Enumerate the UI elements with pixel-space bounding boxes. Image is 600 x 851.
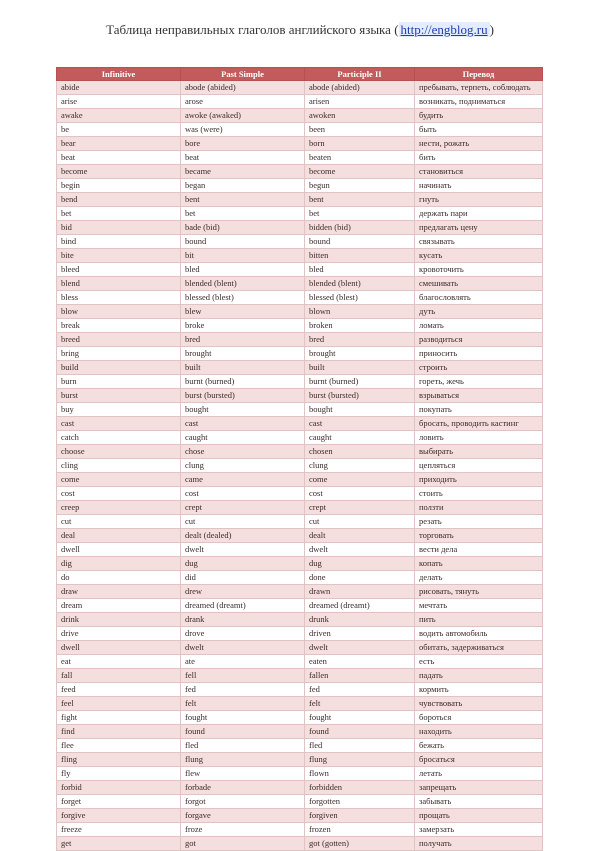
infinitive-cell: abide <box>57 81 181 95</box>
infinitive-cell: forget <box>57 795 181 809</box>
infinitive-cell: drink <box>57 613 181 627</box>
participle-cell: bet <box>305 207 415 221</box>
infinitive-cell: forbid <box>57 781 181 795</box>
past-simple-cell: built <box>181 361 305 375</box>
participle-cell: burnt (burned) <box>305 375 415 389</box>
participle-cell: crept <box>305 501 415 515</box>
table-row <box>57 179 543 193</box>
table-row <box>57 347 543 361</box>
past-simple-cell: fell <box>181 669 305 683</box>
past-simple-cell: dealt (dealed) <box>181 529 305 543</box>
infinitive-cell: fly <box>57 767 181 781</box>
table-row <box>57 389 543 403</box>
participle-cell: clung <box>305 459 415 473</box>
participle-cell: cut <box>305 515 415 529</box>
infinitive-cell: arise <box>57 95 181 109</box>
participle-cell: drawn <box>305 585 415 599</box>
table-row <box>57 207 543 221</box>
participle-cell: forbidden <box>305 781 415 795</box>
past-simple-cell: did <box>181 571 305 585</box>
infinitive-cell: forgive <box>57 809 181 823</box>
past-simple-cell: broke <box>181 319 305 333</box>
infinitive-cell: burst <box>57 389 181 403</box>
past-simple-cell: burnt (burned) <box>181 375 305 389</box>
infinitive-cell: feel <box>57 697 181 711</box>
table-body <box>57 81 543 851</box>
translation-cell: ловить <box>415 431 543 445</box>
infinitive-cell: get <box>57 837 181 851</box>
table-row <box>57 473 543 487</box>
past-simple-cell: dug <box>181 557 305 571</box>
table-row <box>57 599 543 613</box>
participle-cell: cast <box>305 417 415 431</box>
past-simple-cell: bled <box>181 263 305 277</box>
table-row <box>57 655 543 669</box>
irregular-verbs-table <box>56 67 543 851</box>
participle-cell: eaten <box>305 655 415 669</box>
table-row <box>57 669 543 683</box>
participle-cell: blended (blent) <box>305 277 415 291</box>
past-simple-cell: bade (bid) <box>181 221 305 235</box>
translation-cell: гнуть <box>415 193 543 207</box>
translation-cell: находить <box>415 725 543 739</box>
past-simple-cell: dwelt <box>181 543 305 557</box>
past-simple-cell: felt <box>181 697 305 711</box>
table-row <box>57 431 543 445</box>
infinitive-cell: dream <box>57 599 181 613</box>
translation-cell: кормить <box>415 683 543 697</box>
translation-cell: прощать <box>415 809 543 823</box>
participle-cell: born <box>305 137 415 151</box>
translation-cell: нести, рожать <box>415 137 543 151</box>
participle-cell: found <box>305 725 415 739</box>
participle-cell: drunk <box>305 613 415 627</box>
infinitive-cell: beat <box>57 151 181 165</box>
past-simple-cell: was (were) <box>181 123 305 137</box>
past-simple-cell: drove <box>181 627 305 641</box>
column-header-translation: Перевод <box>415 68 543 81</box>
page-title: Таблица неправильных глаголов английского языка ( http://engblog.ru ) <box>106 22 494 37</box>
translation-cell: предлагать цену <box>415 221 543 235</box>
translation-cell: резать <box>415 515 543 529</box>
table-row <box>57 319 543 333</box>
translation-cell: есть <box>415 655 543 669</box>
translation-cell: падать <box>415 669 543 683</box>
participle-cell: fled <box>305 739 415 753</box>
past-simple-cell: drew <box>181 585 305 599</box>
table-row <box>57 795 543 809</box>
past-simple-cell: flung <box>181 753 305 767</box>
past-simple-cell: froze <box>181 823 305 837</box>
past-simple-cell: caught <box>181 431 305 445</box>
translation-cell: разводиться <box>415 333 543 347</box>
table-row <box>57 487 543 501</box>
translation-cell: пребывать, терпеть, соблюдать <box>415 81 543 95</box>
past-simple-cell: clung <box>181 459 305 473</box>
translation-cell: запрещать <box>415 781 543 795</box>
translation-cell: бороться <box>415 711 543 725</box>
translation-cell: смешивать <box>415 277 543 291</box>
infinitive-cell: bear <box>57 137 181 151</box>
table-row <box>57 711 543 725</box>
participle-cell: come <box>305 473 415 487</box>
translation-cell: быть <box>415 123 543 137</box>
participle-cell: dwelt <box>305 641 415 655</box>
infinitive-cell: catch <box>57 431 181 445</box>
translation-cell: возникать, подниматься <box>415 95 543 109</box>
translation-cell: ломать <box>415 319 543 333</box>
translation-cell: бросать, проводить кастинг <box>415 417 543 431</box>
infinitive-cell: do <box>57 571 181 585</box>
infinitive-cell: dig <box>57 557 181 571</box>
table-row <box>57 725 543 739</box>
past-simple-cell: drank <box>181 613 305 627</box>
past-simple-cell: got <box>181 837 305 851</box>
participle-cell: blown <box>305 305 415 319</box>
table-row <box>57 95 543 109</box>
participle-cell: bled <box>305 263 415 277</box>
past-simple-cell: fled <box>181 739 305 753</box>
translation-cell: будить <box>415 109 543 123</box>
translation-cell: связывать <box>415 235 543 249</box>
past-simple-cell: ate <box>181 655 305 669</box>
infinitive-cell: build <box>57 361 181 375</box>
translation-cell: чувствовать <box>415 697 543 711</box>
translation-cell: приходить <box>415 473 543 487</box>
participle-cell: fought <box>305 711 415 725</box>
table-row <box>57 165 543 179</box>
infinitive-cell: bend <box>57 193 181 207</box>
infinitive-cell: draw <box>57 585 181 599</box>
table-row <box>57 753 543 767</box>
table-row <box>57 613 543 627</box>
participle-cell: dealt <box>305 529 415 543</box>
translation-cell: рисовать, тянуть <box>415 585 543 599</box>
table-row <box>57 683 543 697</box>
translation-cell: выбирать <box>415 445 543 459</box>
translation-cell: летать <box>415 767 543 781</box>
translation-cell: начинать <box>415 179 543 193</box>
table-row <box>57 585 543 599</box>
participle-cell: become <box>305 165 415 179</box>
column-header-infinitive: Infinitive <box>57 68 181 81</box>
translation-cell: стоить <box>415 487 543 501</box>
column-header-past-simple: Past Simple <box>181 68 305 81</box>
infinitive-cell: blow <box>57 305 181 319</box>
table-row <box>57 305 543 319</box>
participle-cell: fed <box>305 683 415 697</box>
table-row <box>57 515 543 529</box>
past-simple-cell: bound <box>181 235 305 249</box>
participle-cell: chosen <box>305 445 415 459</box>
table-row <box>57 137 543 151</box>
past-simple-cell: arose <box>181 95 305 109</box>
infinitive-cell: become <box>57 165 181 179</box>
past-simple-cell: fed <box>181 683 305 697</box>
translation-cell: держать пари <box>415 207 543 221</box>
table-row <box>57 123 543 137</box>
table-row <box>57 739 543 753</box>
participle-cell: bred <box>305 333 415 347</box>
past-simple-cell: began <box>181 179 305 193</box>
translation-cell: мечтать <box>415 599 543 613</box>
translation-cell: кровоточить <box>415 263 543 277</box>
infinitive-cell: cling <box>57 459 181 473</box>
infinitive-cell: bless <box>57 291 181 305</box>
infinitive-cell: find <box>57 725 181 739</box>
participle-cell: done <box>305 571 415 585</box>
table-row <box>57 767 543 781</box>
translation-cell: становиться <box>415 165 543 179</box>
past-simple-cell: cost <box>181 487 305 501</box>
past-simple-cell: dwelt <box>181 641 305 655</box>
table-row <box>57 809 543 823</box>
translation-cell: торговать <box>415 529 543 543</box>
infinitive-cell: cut <box>57 515 181 529</box>
participle-cell: bought <box>305 403 415 417</box>
table-row <box>57 501 543 515</box>
past-simple-cell: blended (blent) <box>181 277 305 291</box>
participle-cell: dwelt <box>305 543 415 557</box>
past-simple-cell: bit <box>181 249 305 263</box>
translation-cell: дуть <box>415 305 543 319</box>
infinitive-cell: cost <box>57 487 181 501</box>
table-header-row <box>57 68 543 81</box>
past-simple-cell: bred <box>181 333 305 347</box>
translation-cell: бросаться <box>415 753 543 767</box>
past-simple-cell: cut <box>181 515 305 529</box>
participle-cell: blessed (blest) <box>305 291 415 305</box>
table-row <box>57 557 543 571</box>
table-row <box>57 81 543 95</box>
past-simple-cell: blessed (blest) <box>181 291 305 305</box>
infinitive-cell: breed <box>57 333 181 347</box>
past-simple-cell: came <box>181 473 305 487</box>
participle-cell: fallen <box>305 669 415 683</box>
infinitive-cell: eat <box>57 655 181 669</box>
table-row <box>57 193 543 207</box>
infinitive-cell: begin <box>57 179 181 193</box>
translation-cell: замерзать <box>415 823 543 837</box>
translation-cell: вести дела <box>415 543 543 557</box>
table-row <box>57 529 543 543</box>
participle-cell: begun <box>305 179 415 193</box>
infinitive-cell: fling <box>57 753 181 767</box>
past-simple-cell: found <box>181 725 305 739</box>
past-simple-cell: blew <box>181 305 305 319</box>
translation-cell: копать <box>415 557 543 571</box>
participle-cell: flown <box>305 767 415 781</box>
past-simple-cell: burst (bursted) <box>181 389 305 403</box>
participle-cell: frozen <box>305 823 415 837</box>
participle-cell: forgiven <box>305 809 415 823</box>
participle-cell: dreamed (dreamt) <box>305 599 415 613</box>
table-row <box>57 641 543 655</box>
participle-cell: driven <box>305 627 415 641</box>
translation-cell: благословлять <box>415 291 543 305</box>
translation-cell: обитать, задерживаться <box>415 641 543 655</box>
table-row <box>57 375 543 389</box>
translation-cell: гореть, жечь <box>415 375 543 389</box>
past-simple-cell: flew <box>181 767 305 781</box>
table-row <box>57 697 543 711</box>
past-simple-cell: fought <box>181 711 305 725</box>
participle-cell: dug <box>305 557 415 571</box>
participle-cell: beaten <box>305 151 415 165</box>
translation-cell: покупать <box>415 403 543 417</box>
participle-cell: been <box>305 123 415 137</box>
past-simple-cell: crept <box>181 501 305 515</box>
infinitive-cell: fall <box>57 669 181 683</box>
participle-cell: abode (abided) <box>305 81 415 95</box>
translation-cell: бить <box>415 151 543 165</box>
infinitive-cell: bring <box>57 347 181 361</box>
past-simple-cell: bent <box>181 193 305 207</box>
past-simple-cell: brought <box>181 347 305 361</box>
participle-cell: awoken <box>305 109 415 123</box>
infinitive-cell: dwell <box>57 641 181 655</box>
participle-cell: burst (bursted) <box>305 389 415 403</box>
past-simple-cell: beat <box>181 151 305 165</box>
past-simple-cell: bet <box>181 207 305 221</box>
table-row <box>57 263 543 277</box>
infinitive-cell: be <box>57 123 181 137</box>
table-row <box>57 109 543 123</box>
past-simple-cell: became <box>181 165 305 179</box>
table-row <box>57 361 543 375</box>
past-simple-cell: forgave <box>181 809 305 823</box>
participle-cell: felt <box>305 697 415 711</box>
table-row <box>57 333 543 347</box>
infinitive-cell: break <box>57 319 181 333</box>
table-row <box>57 823 543 837</box>
participle-cell: built <box>305 361 415 375</box>
translation-cell: строить <box>415 361 543 375</box>
participle-cell: cost <box>305 487 415 501</box>
infinitive-cell: dwell <box>57 543 181 557</box>
translation-cell: взрываться <box>415 389 543 403</box>
table-row <box>57 221 543 235</box>
infinitive-cell: feed <box>57 683 181 697</box>
translation-cell: получать <box>415 837 543 851</box>
table-row <box>57 459 543 473</box>
table-row <box>57 781 543 795</box>
translation-cell: делать <box>415 571 543 585</box>
participle-cell: brought <box>305 347 415 361</box>
infinitive-cell: blend <box>57 277 181 291</box>
table-row <box>57 249 543 263</box>
infinitive-cell: flee <box>57 739 181 753</box>
translation-cell: бежать <box>415 739 543 753</box>
infinitive-cell: deal <box>57 529 181 543</box>
column-header-participle: Participle II <box>305 68 415 81</box>
participle-cell: bent <box>305 193 415 207</box>
participle-cell: flung <box>305 753 415 767</box>
infinitive-cell: creep <box>57 501 181 515</box>
past-simple-cell: forbade <box>181 781 305 795</box>
translation-cell: ползти <box>415 501 543 515</box>
table-row <box>57 445 543 459</box>
participle-cell: caught <box>305 431 415 445</box>
table-row <box>57 417 543 431</box>
infinitive-cell: bet <box>57 207 181 221</box>
translation-cell: кусать <box>415 249 543 263</box>
table-row <box>57 291 543 305</box>
infinitive-cell: fight <box>57 711 181 725</box>
translation-cell: пить <box>415 613 543 627</box>
past-simple-cell: forgot <box>181 795 305 809</box>
table-row <box>57 543 543 557</box>
participle-cell: broken <box>305 319 415 333</box>
past-simple-cell: chose <box>181 445 305 459</box>
table-row <box>57 235 543 249</box>
infinitive-cell: freeze <box>57 823 181 837</box>
table-row <box>57 403 543 417</box>
participle-cell: arisen <box>305 95 415 109</box>
past-simple-cell: dreamed (dreamt) <box>181 599 305 613</box>
infinitive-cell: come <box>57 473 181 487</box>
past-simple-cell: abode (abided) <box>181 81 305 95</box>
translation-cell: цепляться <box>415 459 543 473</box>
infinitive-cell: buy <box>57 403 181 417</box>
table-row <box>57 277 543 291</box>
participle-cell: bidden (bid) <box>305 221 415 235</box>
participle-cell: bound <box>305 235 415 249</box>
table-row <box>57 627 543 641</box>
participle-cell: forgotten <box>305 795 415 809</box>
infinitive-cell: bid <box>57 221 181 235</box>
translation-cell: приносить <box>415 347 543 361</box>
infinitive-cell: choose <box>57 445 181 459</box>
table-row <box>57 837 543 851</box>
past-simple-cell: awoke (awaked) <box>181 109 305 123</box>
source-link[interactable]: http://engblog.ru <box>400 22 488 37</box>
translation-cell: забывать <box>415 795 543 809</box>
infinitive-cell: drive <box>57 627 181 641</box>
infinitive-cell: awake <box>57 109 181 123</box>
past-simple-cell: bought <box>181 403 305 417</box>
participle-cell: got (gotten) <box>305 837 415 851</box>
title-text: Таблица неправильных глаголов английского языка <box>106 22 391 37</box>
past-simple-cell: bore <box>181 137 305 151</box>
table-row <box>57 571 543 585</box>
infinitive-cell: cast <box>57 417 181 431</box>
past-simple-cell: cast <box>181 417 305 431</box>
table-row <box>57 151 543 165</box>
infinitive-cell: burn <box>57 375 181 389</box>
translation-cell: водить автомобиль <box>415 627 543 641</box>
participle-cell: bitten <box>305 249 415 263</box>
infinitive-cell: bind <box>57 235 181 249</box>
infinitive-cell: bite <box>57 249 181 263</box>
infinitive-cell: bleed <box>57 263 181 277</box>
